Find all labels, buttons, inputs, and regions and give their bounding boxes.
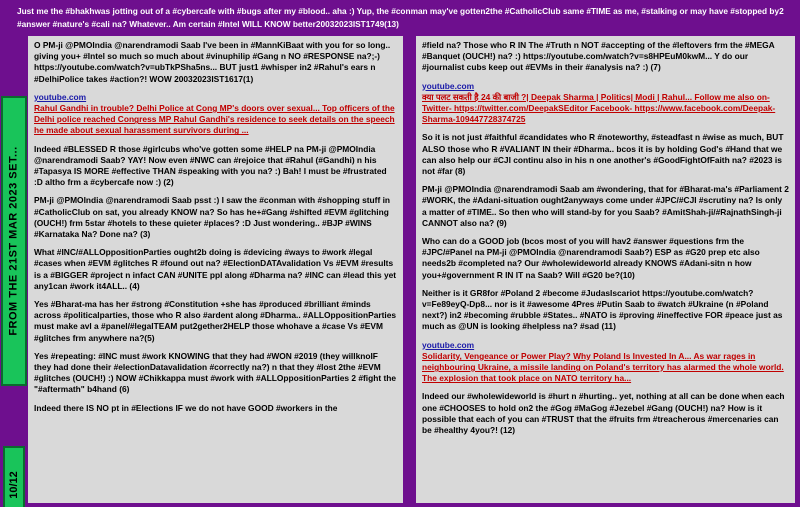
post-1: O PM-ji @PMOIndia @narendramodi Saab I've been in #MannKiBaat with you for so long.. giving you+ #Intel so much so much about #vinuphilip #Gang n NO #RESPONSE na?;-) https://youtube.com/watch?v=ubTkPSha5ns... BUT just1 #whisper in2 #Rahul's ears n #DelhiPolice takes #action?! WOW 20032023IST1617(1) [34, 40, 391, 84]
link-preview-body-2[interactable]: क्या पलट सकती है 24 की बाजी ?| Deepak Sharma | Politics| Modi | Rahul... Follow me also on- Twitter- https://twitter.com/DeepakSEditor Facebook- https://www.facebook.com/Deepak-Sharma-109447728374725 [422, 91, 776, 125]
post-8: So it is not just #faithful #candidates who R #noteworthy, #steadfast n #wise as much, BUT ALSO those who R #VALIANT IN their #Dharma.. bcos it is by holding God's #Hand that we can also help our #CJI continu also in his n one another's #GoodFightOfFaith na? #2023 is not #far (8) [422, 132, 784, 177]
post-10: Who can do a GOOD job (bcos most of you will hav2 #answer #questions frm the #JPC/#Panel na PM-ji @PMOIndia @narendramodi Saab?) ESP as #G20 prep etc also needs2b #completed na? Our #wholewideworld already KNOWS #Adani-sitn n how you+#government R IN IT na Saab? Will #G20 be?(10) [422, 236, 760, 280]
header-banner [17, 5, 793, 33]
link-preview-domain-3[interactable]: youtube.com [422, 339, 475, 350]
post-11: Neither is it GR8for #Poland 2 #become #JudasIscariot https://youtube.com/watch?v=Fe89eyQ-Dp8... nor is it #awesome 4Pres #Putin Saab to #watch #Ukraine (n #Poland next?) in2 #becoming #rubble #States.. #NATO is #proving #ineffective FOR #peace just as much as @UN is looking #helpless na? #sad (11) [422, 287, 783, 332]
post-12: Indeed our #wholewideworld is #hurt n #hurting.. yet, nothing at all can be done when each one #CHOOSES to hold on2 the #Gog #MaGog #Jezebel #Gang (OUCH!) na? How is it possible that each of you can #TRUST that the #fruits frm #treacherous #mercenaries can be #healthy 4you?! (12) [422, 391, 785, 436]
link-preview-domain[interactable]: youtube.com [34, 91, 87, 102]
sidebar [0, 34, 28, 507]
post-7-start: Indeed there IS NO pt in #Elections IF we do not have GOOD #workers in the [34, 402, 338, 413]
link-preview-body-3[interactable]: Solidarity, Vengeance or Power Play? Why Poland Is Invested In A... As war rages in neighbouring Ukraine, a missile landing on Poland's territory has alarmed the whole world. The explosion that took place on NATO territory ha... [422, 350, 784, 384]
header-text: Just me the #bhakhwas jotting out of a #cybercafe with #bugs after my #blood.. aha :) Yup, the #conman may've gotten2the #CatholicClub same #TIME as me, #stalking or may have #stopped by2 #answer #nature's #cali na? Whatever.. Am certain #Intel WILL KNOW better20032023IST1749(13) [17, 6, 784, 29]
right-column [416, 36, 795, 503]
post-5: Yes #Bharat-ma has her #strong #Constitution +she has #produced #brilliant #minds across #politicalparties, those who R also #ardent along #Dharma.. #ALLOppositionParties must make avl a #panel/#legalTEAM put2gether2HELP those whohave a #case Vs #EVM #glitches frm anywhere na?(5) [34, 299, 397, 343]
post-7-end: #field na? Those who R IN The #Truth n NOT #accepting of the #leftovers frm the #MEGA #Banquet (OUCH!) na? :) https://youtube.com/watch?v=s8HPEuM0kwM... Y do our #journalist cubs keep out #EVMs in their #analysis na? :) (7) [422, 40, 775, 73]
page-counter-text: 10/12 [8, 471, 20, 499]
post-2: Indeed #BLESSED R those #girlcubs who've gotten some #HELP na PM-ji @PMOIndia @narendramodi Saab? YAY! Now even #NWC can #rejoice that #Rahul (#Gandhi) n his #Tapasya IS MORE #effective THAN #speaking with you na? :) Bah! I must be #frustrated :D altho frm a #cybercafe now :) (2) [34, 143, 387, 188]
date-set-label [1, 96, 27, 386]
link-preview-domain-2[interactable]: youtube.com [422, 80, 475, 91]
post-9: PM-ji @PMOIndia @narendramodi Saab am #wondering, that for #Bharat-ma's #Parliament 2 #WORK, the #Adani-situation ought2anyways come under #JPC/#CJI #scrutiny na? Is only a matter of #TIME.. So then who will stand-by for you Saab? #AmitShah-ji/#RajnathSingh-ji CANNOT also na? (9) [422, 184, 789, 228]
post-6: Yes #repeating: #INC must #work KNOWING that they had #WON #2019 (they willknoIF they had done their #electionDatavalidation #correctly na?) n that they #lost 2the #EVM #glitches (OUCH!) :) NOW #Chikkappa must #work with #ALLOppositionParties 2 #fight the "#aftermath" b4hand (6) [34, 350, 397, 395]
post-3: PM-ji @PMOIndia @narendramodi Saab psst :) I saw the #conman with #shopping stuff in #CatholicClub on sat, you already KNOW na? So has he+#Gang #shifted #EVM #glitching (OUCH!) frm 5star #hotels to these quieter #places? :D Just wondering.. #BJP #WINS #Karnataka Na? Done na? (3) [34, 195, 391, 240]
link-preview-body[interactable]: Rahul Gandhi in trouble? Delhi Police at Cong MP's doors over sexual... Top officers of the Delhi police reached Congress MP Rahul Gandhi's residence to seek details on the speech he made about sexual harassment survivors during ... [34, 103, 395, 136]
page-counter [3, 446, 25, 507]
date-set-text: FROM THE 21ST MAR 2023 SET... [8, 146, 21, 336]
post-4: What #INC/#ALLOppositionParties ought2b doing is #devicing #ways to #work #legal #cases when #EVM #glitches R #found out na? #ElectionDATAvalidation Vs #EVM #results is a #BIGGER #project n infact CAN #UNITE ppl along #Dharma na? #INC can #lead this yet any1can #work it4ALL.. (4) [34, 247, 397, 291]
left-column [28, 36, 403, 503]
